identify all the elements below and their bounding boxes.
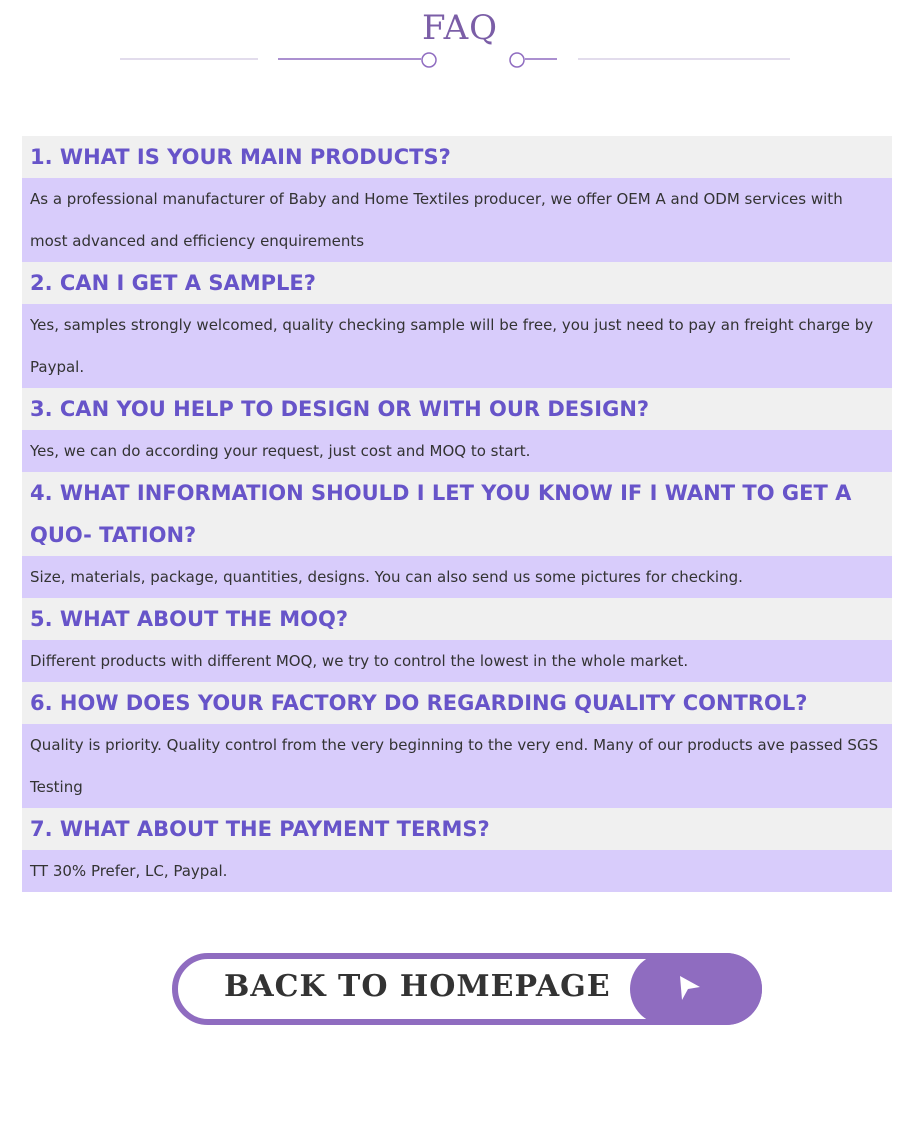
faq-answer: TT 30% Prefer, LC, Paypal.	[22, 850, 892, 892]
play-button-pill[interactable]	[630, 953, 762, 1025]
faq-answer: Yes, samples strongly welcomed, quality checking sample will be free, you just need to pay an freight charge by Paypal.	[22, 304, 892, 388]
page-title: FAQ	[421, 8, 499, 48]
faq-answer: Size, materials, package, quantities, designs. You can also send us some pictures for checking.	[22, 556, 892, 598]
faq-answer: Yes, we can do according your request, just cost and MOQ to start.	[22, 430, 892, 472]
faq-answer: Quality is priority. Quality control from the very beginning to the very end. Many of our products ave passed SGS Testing	[22, 724, 892, 808]
back-to-homepage-button[interactable]	[172, 953, 762, 1025]
faq-answer: Different products with different MOQ, we try to control the lowest in the whole market.	[22, 640, 892, 682]
faq-question: 6. HOW DOES YOUR FACTORY DO REGARDING QUALITY CONTROL?	[22, 682, 892, 724]
faq-question: 7. WHAT ABOUT THE PAYMENT TERMS?	[22, 808, 892, 850]
title-divider-ornament	[0, 0, 920, 90]
faq-question: 3. CAN YOU HELP TO DESIGN OR WITH OUR DESIGN?	[22, 388, 892, 430]
back-to-homepage-label: BACK TO HOMEPAGE	[224, 969, 611, 1004]
faq-question: 4. WHAT INFORMATION SHOULD I LET YOU KNOW IF I WANT TO GET A QUO- TATION?	[22, 472, 892, 556]
faq-question: 1. WHAT IS YOUR MAIN PRODUCTS?	[22, 136, 892, 178]
faq-header	[0, 0, 920, 90]
faq-answer: As a professional manufacturer of Baby and Home Textiles producer, we offer OEM A and ODM services with most advanced and efficiency enquirements	[22, 178, 892, 262]
play-arrow-icon	[676, 973, 704, 1003]
faq-question: 5. WHAT ABOUT THE MOQ?	[22, 598, 892, 640]
faq-list	[22, 136, 892, 892]
faq-question: 2. CAN I GET A SAMPLE?	[22, 262, 892, 304]
